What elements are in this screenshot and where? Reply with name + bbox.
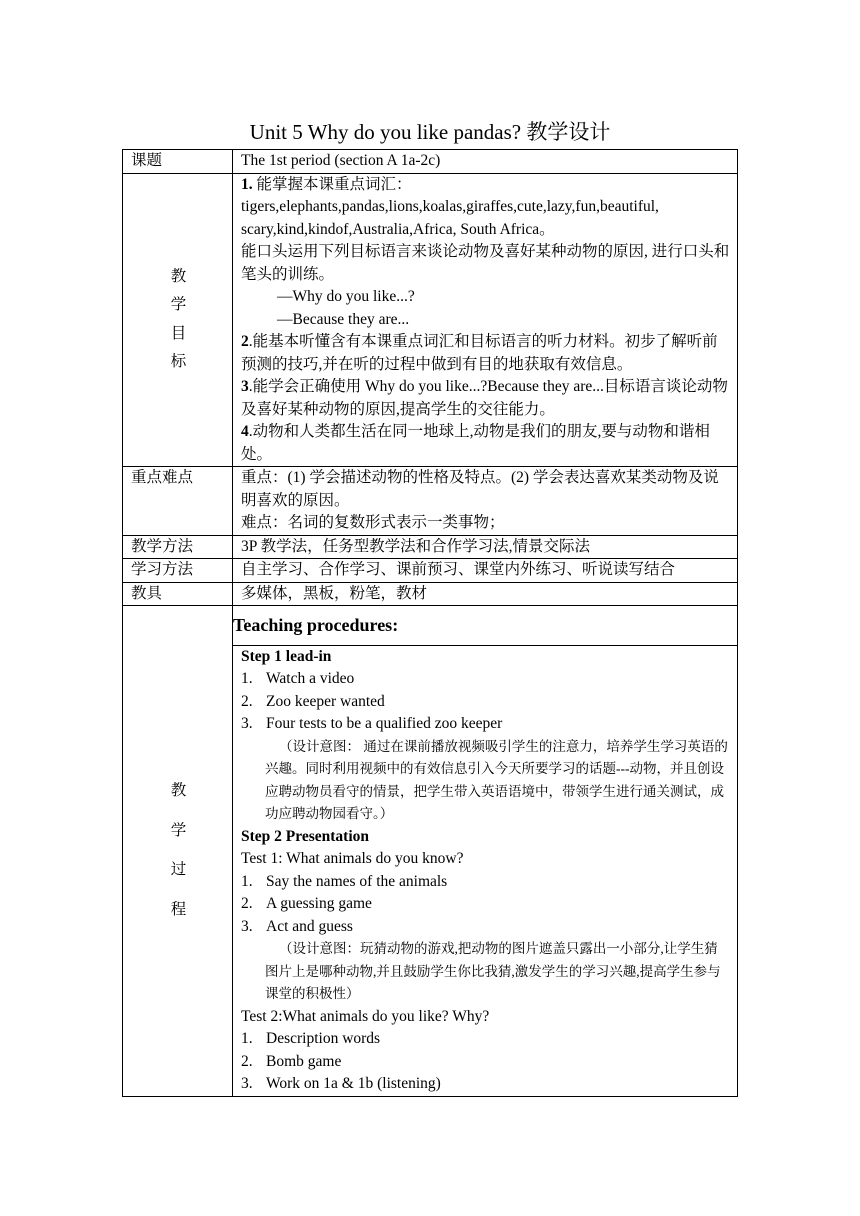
test-2-item: 3. Work on 1a & 1b (listening) [241, 1075, 441, 1092]
step-1-title: Step 1 lead-in [241, 647, 332, 665]
row-procedures-heading [123, 606, 738, 646]
keypoints-label: 重点难点 [123, 467, 233, 536]
row-tools [123, 582, 738, 606]
row-goals [123, 173, 738, 467]
goal-3-text: .能学会正确使用 Why do you like...?Because they are...目标语言谈论动物及喜好某种动物的原因,提高学生的交往能力。 [241, 378, 728, 418]
goals-label [123, 173, 233, 467]
process-label-char: 教 [170, 782, 187, 800]
goal-1-question: —Why do you like...? [277, 288, 415, 305]
study-value: 自主学习、合作学习、课前预习、课堂内外练习、听说读写结合 [233, 559, 738, 583]
keypoints-content [233, 467, 738, 536]
step-2-design-note: （设计意图：玩猜动物的游戏,把动物的图片遮盖只露出一小部分,让学生猜图片上是哪种动物,并且鼓励学生你比我猜,激发学生的学习兴趣,提高学生参与课堂的积极性） [265, 941, 721, 1001]
goal-1-words: tigers,elephants,pandas,lions,koalas,giraffes,cute,lazy,fun,beautiful, scary,kind,kindof,Australia,Africa, South Africa。 [241, 198, 659, 238]
goal-3-number: 3 [241, 378, 249, 395]
step-1-item: 3. Four tests to be a qualified zoo keeper [241, 715, 503, 732]
goals-label-char: 学 [170, 296, 187, 314]
goal-4-number: 4 [241, 423, 249, 440]
goal-2-number: 2 [241, 333, 249, 350]
keypoints-difficulty: 难点：名词的复数形式表示一类事物； [241, 514, 505, 531]
goals-label-char: 目 [170, 324, 187, 342]
test-1-title: Test 1: What animals do you know? [241, 850, 464, 867]
process-label-char: 程 [170, 900, 187, 918]
step-1-item: 1. Watch a video [241, 670, 355, 687]
goal-1-answer: —Because they are... [277, 310, 410, 328]
goal-2-text: .能基本听懂含有本课重点词汇和目标语言的听力材料。初步了解听前预测的技巧,并在听的过程中做到有目的地获取有效信息。 [241, 333, 718, 373]
document-title: Unit 5 Why do you like pandas? 教学设计 [249, 120, 611, 144]
method-label: 教学方法 [123, 535, 233, 559]
topic-label: 课题 [123, 150, 233, 174]
goals-label-char: 教 [170, 267, 187, 285]
goal-1-oral: 能口头运用下列目标语言来谈论动物及喜好某种动物的原因, 进行口头和笔头的训练。 [241, 243, 730, 283]
keypoints-focus: 重点：(1) 学会描述动物的性格及特点。(2) 学会表达喜欢某类动物及说明喜欢的原因。 [241, 469, 719, 509]
process-label [123, 606, 233, 1097]
goal-1-text: 能掌握本课重点词汇： [252, 175, 412, 193]
tools-value: 多媒体，黑板，粉笔，教材 [233, 582, 738, 606]
row-study [123, 559, 738, 583]
row-keypoints [123, 467, 738, 536]
lesson-plan-table [122, 149, 738, 1097]
tools-label: 教具 [123, 582, 233, 606]
procedures-content [233, 645, 738, 1096]
test-2-item: 2. Bomb game [241, 1052, 342, 1070]
goals-content [233, 173, 738, 467]
topic-value: The 1st period (section A 1a-2c) [233, 150, 738, 174]
step-1-item: 2. Zoo keeper wanted [241, 692, 385, 710]
test-2-item: 1. Description words [241, 1030, 381, 1047]
row-topic [123, 150, 738, 174]
process-label-char: 学 [170, 821, 187, 839]
goals-label-char: 标 [170, 353, 187, 371]
test-1-item: 1. Say the names of the animals [241, 872, 448, 890]
test-1-item: 2. A guessing game [241, 895, 372, 912]
goal-4 [241, 421, 731, 466]
goal-1-number: 1. [241, 175, 253, 193]
step-2-title: Step 2 Presentation [241, 827, 370, 845]
test-1-item: 3. Act and guess [241, 917, 353, 935]
step-1-design-note: （设计意图： 通过在课前播放视频吸引学生的注意力，培养学生学习英语的兴趣。同时利用视频中的有效信息引入今天所要学习的话题---动物，并且创设应聘动物员看守的情景，把学生带入英语语境中，带领学生进行通关测试，成功应聘动物园看守。） [265, 738, 728, 821]
method-value: 3P 教学法，任务型教学法和合作学习法,情景交际法 [233, 535, 738, 559]
goal-4-text: .动物和人类都生活在同一地球上,动物是我们的朋友,要与动物和谐相处。 [241, 423, 710, 463]
goal-1 [241, 174, 731, 197]
study-label: 学习方法 [123, 559, 233, 583]
procedures-heading: Teaching procedures: [233, 606, 738, 646]
process-label-char: 过 [170, 861, 187, 879]
row-method [123, 535, 738, 559]
test-2-title: Test 2:What animals do you like? Why? [241, 1007, 490, 1025]
goal-3 [241, 376, 731, 421]
goal-2 [241, 331, 731, 376]
